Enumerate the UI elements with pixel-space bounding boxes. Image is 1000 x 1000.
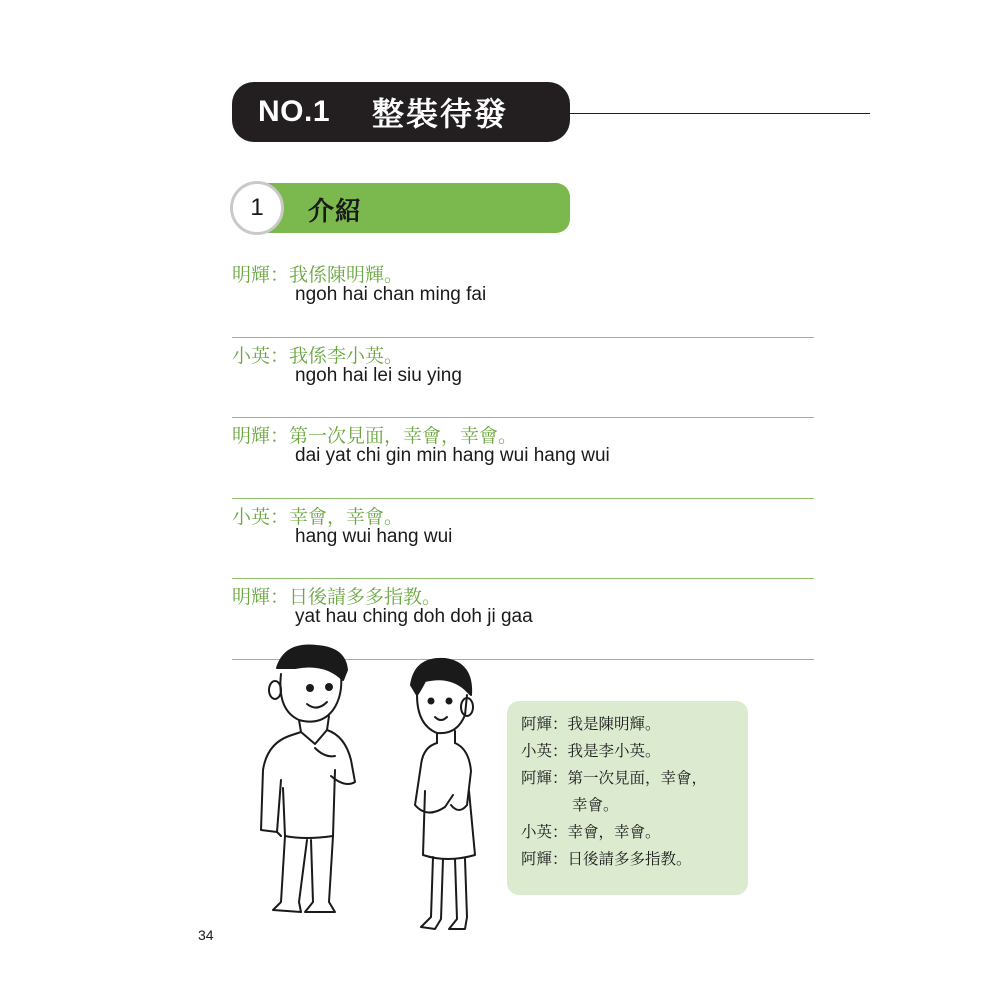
chapter-banner	[232, 82, 570, 142]
woman-figure	[411, 659, 475, 929]
dialogue-chinese: 小英：幸會，幸會。	[232, 505, 404, 528]
translation-line: 阿輝：第一次見面，幸會，	[521, 769, 708, 787]
section-title: 介紹	[308, 197, 363, 227]
dialogue-line	[232, 499, 814, 580]
section-banner	[256, 183, 570, 233]
translation-line: 阿輝：我是陳明輝。	[521, 715, 661, 733]
translation-line: 小英：我是李小英。	[521, 742, 661, 760]
dialogue-romanization: dai yat chi gin min hang wui hang wui	[295, 445, 610, 466]
dialogue-chinese: 明輝：第一次見面，幸會，幸會。	[232, 425, 518, 447]
dialogue-chinese: 明輝：日後請多多指教。	[232, 586, 442, 608]
dialogue-chinese: 明輝：我係陳明輝。	[232, 264, 404, 286]
chapter-divider	[570, 113, 870, 114]
translation-line: 幸會。	[572, 796, 619, 814]
section-number-badge: 1	[230, 181, 284, 235]
translation-line: 阿輝：日後請多多指教。	[521, 850, 692, 868]
dialogue-romanization: ngoh hai chan ming fai	[295, 284, 487, 305]
dialogue-line	[232, 257, 814, 338]
chapter-title: 整裝待發	[372, 95, 509, 133]
dialogue-line	[232, 418, 814, 499]
dialogue-romanization: yat hau ching doh doh ji gaa	[295, 606, 533, 627]
dialogue-chinese: 小英：我係李小英。	[232, 344, 404, 367]
dialogue-romanization: ngoh hai lei siu ying	[295, 364, 462, 386]
dialogue-list	[232, 257, 814, 660]
mandarin-translation-box	[507, 701, 748, 895]
characters-illustration	[255, 640, 505, 940]
translation-line: 小英：幸會，幸會。	[521, 823, 661, 841]
man-figure	[261, 645, 355, 912]
chapter-number: NO.1	[258, 95, 331, 128]
dialogue-line	[232, 338, 814, 419]
dialogue-romanization: hang wui hang wui	[295, 525, 453, 547]
page-number: 34	[198, 927, 214, 943]
